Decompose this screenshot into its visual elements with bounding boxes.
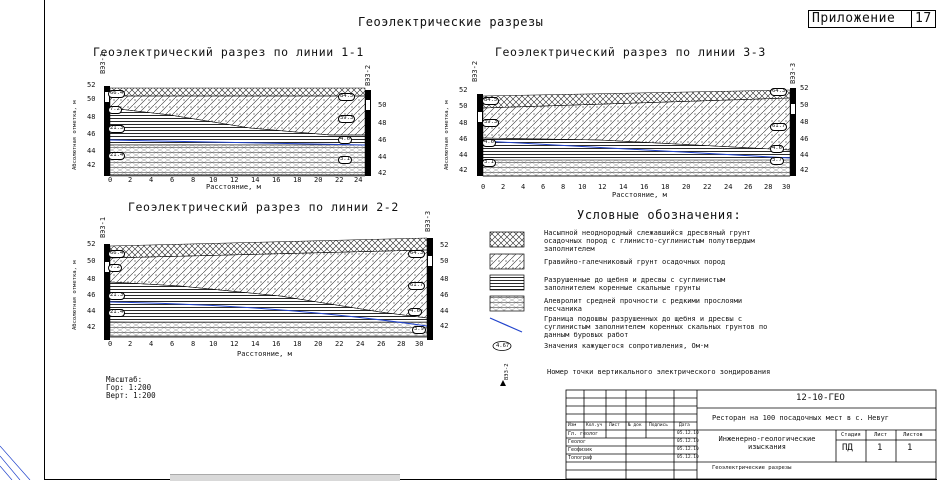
stamp-sheets: 1 (907, 443, 913, 453)
s22-left-well: ВЭЗ-1 (99, 216, 107, 238)
legend-title: Условные обозначения: (577, 208, 742, 222)
stamp-work-type: Инженерно-геологические изыскания (718, 435, 816, 451)
s11-y-axis-label: Абсолютная отметка, м (72, 100, 78, 170)
legend-item-vez-point: Номер точки вертикального электрического зондирования (547, 368, 771, 376)
legend-item-resistivity: Значения кажущегося сопротивления, Ом·м (544, 342, 709, 350)
s22-right-well: ВЭЗ-3 (424, 210, 432, 232)
stamp-stage: ПД (842, 443, 853, 453)
s22-x-axis-label: Расстояние, м (237, 350, 292, 358)
s33-y-axis-label: Абсолютная отметка, м (444, 100, 450, 170)
appendix-label: Приложение (812, 11, 896, 26)
legend-resistivity-sample: 4.67 (496, 343, 510, 349)
s33-right-well: ВЭЗ-3 (789, 62, 797, 84)
legend-point-sample: ВЭЗ-2 (504, 363, 510, 380)
s33-x-axis-label: Расстояние, м (612, 191, 667, 199)
stamp-sheet: 1 (877, 443, 883, 453)
stamp-code: 12-10-ГЕО (796, 393, 845, 403)
section-2-2-plot (104, 238, 433, 340)
sheet-title: Геоэлектрические разрезы (358, 15, 544, 29)
legend-item-fill: Насыпной неоднородный слежавшийся дресвяный грунт осадочных пород с глинисто-суглинистым полутвердым заполнителем (544, 229, 755, 253)
stamp-sheets-label: Листов (903, 432, 923, 438)
s33-left-well: ВЭЗ-2 (471, 60, 479, 82)
stamp-sheet-label: Лист (874, 432, 888, 438)
legend-item-gravel: Гравийно-галечниковый грунт осадочных пород (544, 258, 726, 266)
s11-x-axis-label: Расстояние, м (206, 183, 261, 191)
section-2-2-title: Геоэлектрический разрез по линии 2-2 (128, 200, 399, 214)
s11-left-well: ВЭЗ-1 (99, 52, 107, 74)
stamp-sheet-name: Геоэлектрические разрезы (712, 465, 792, 471)
corner-decoration (0, 446, 30, 480)
scale-vertical: Верт: 1:200 (106, 391, 156, 400)
section-3-3-plot (477, 88, 796, 176)
scale-label: Масштаб: (106, 375, 143, 384)
stamp-stage-label: Стадия (841, 432, 861, 438)
legend-item-boundary: Граница подошвы разрушенных до щебня и дресвы с суглинистым заполнителем коренных скальных грунтов по данным буровых работ (544, 315, 768, 339)
s22-y-axis-label: Абсолютная отметка, м (72, 260, 78, 330)
legend-item-crushed-rock: Разрушенные до щебня и дресвы с суглинистым заполнителем коренные скальные грунты (544, 276, 726, 292)
s11-right-well: ВЭЗ-2 (364, 64, 372, 86)
section-3-3-title: Геоэлектрический разрез по линии 3-3 (495, 45, 766, 59)
scale-horizontal: Гор: 1:200 (106, 383, 152, 392)
legend-item-siltstone: Алевролит средней прочности с редкими прослоями песчаника (544, 297, 743, 313)
section-1-1-title: Геоэлектрический разрез по линии 1-1 (93, 45, 364, 59)
stamp-project: Ресторан на 100 посадочных мест в с. Невуг (712, 414, 890, 422)
section-1-1-plot (104, 86, 371, 176)
appendix-number: 17 (915, 11, 932, 26)
